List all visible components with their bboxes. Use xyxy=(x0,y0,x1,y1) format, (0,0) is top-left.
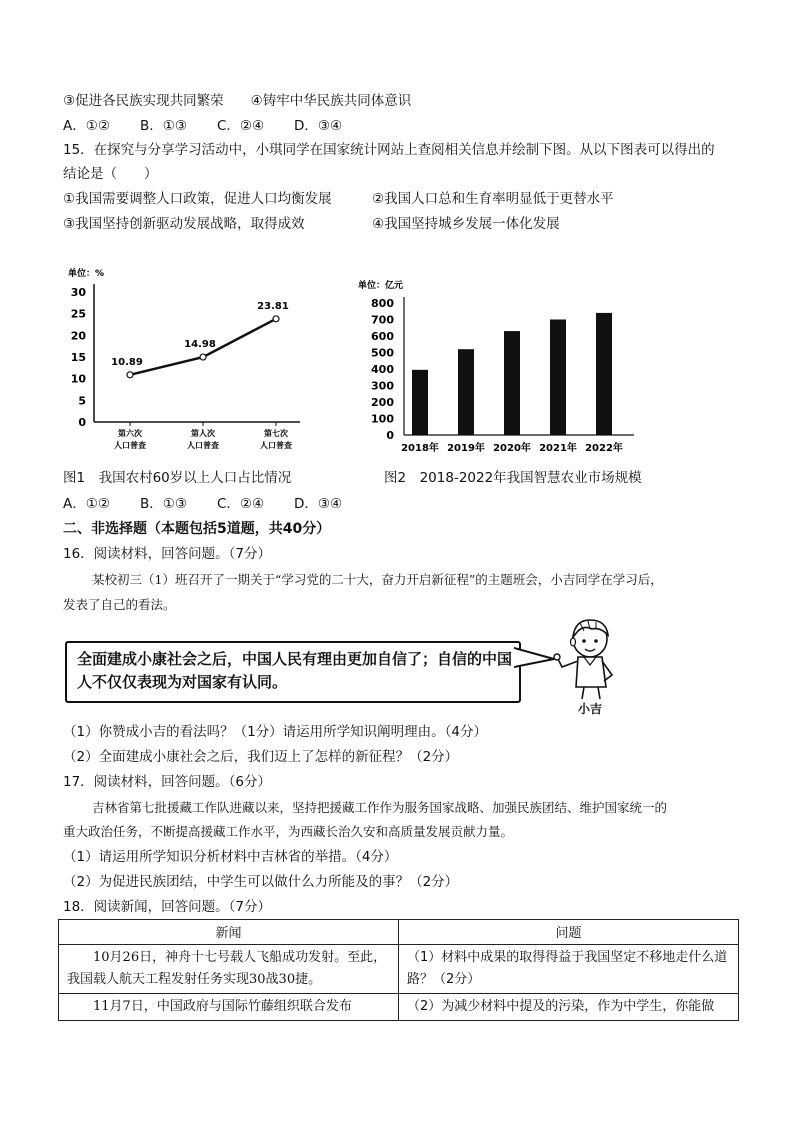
chart2-y-tick-label: 200 xyxy=(371,396,394,409)
q14-option-b: B．①③ xyxy=(140,118,187,134)
chart1-data-label: 10.89 xyxy=(111,356,143,368)
chart1-x-tick-label: 人口普查 xyxy=(260,441,292,450)
chart2-x-tick-label: 2022年 xyxy=(585,443,623,454)
chart1-x-tick-label: 第人次 xyxy=(191,429,215,438)
q15-option-c: C．②④ xyxy=(217,496,265,512)
cartoon-boy-illustration xyxy=(548,615,628,705)
section2-heading: 二、非选择题（本题包括5道题，共40分） xyxy=(63,521,331,537)
chart1-data-label: 14.98 xyxy=(184,339,216,351)
q15-choice-3: ③我国坚持创新驱动发展战略，取得成效 xyxy=(63,216,305,232)
q17-sub2: （2）为促进民族团结，中学生可以做什么力所能及的事？（2分） xyxy=(63,874,459,890)
chart1-data-point xyxy=(273,316,279,322)
chart1-y-tick-label: 5 xyxy=(78,394,86,408)
q16-material-line2: 发表了自己的看法。 xyxy=(63,597,176,612)
chart2-bar xyxy=(458,349,474,435)
q14-option-d: D．③④ xyxy=(294,118,343,134)
chart2-x-tick-label: 2019年 xyxy=(447,443,485,454)
chart2-y-tick-label: 300 xyxy=(371,379,394,393)
chart2-bar xyxy=(596,313,612,435)
q17-stem: 17．阅读材料，回答问题。（6分） xyxy=(63,774,272,790)
table-header-row xyxy=(59,920,739,945)
q14-option-a: A．①② xyxy=(63,118,110,134)
q15-option-d: D．③④ xyxy=(294,496,343,512)
chart1-y-tick-label: 30 xyxy=(70,286,86,299)
table-row xyxy=(59,945,739,994)
chart1-x-tick-label: 第七次 xyxy=(264,429,288,438)
news-question-table xyxy=(58,919,739,1021)
q16-stem: 16．阅读材料，回答问题。（7分） xyxy=(63,546,272,562)
chart1-y-tick-label: 20 xyxy=(70,329,86,343)
chart1-x-tick-label: 第六次 xyxy=(118,429,142,438)
chart2-y-tick-label: 400 xyxy=(371,363,394,376)
chart2-y-tick-label: 500 xyxy=(371,346,394,360)
chart2-x-tick-label: 2021年 xyxy=(539,443,577,454)
chart2-bar xyxy=(550,320,566,436)
q18-stem: 18．阅读新闻，回答问题。（7分） xyxy=(63,899,272,915)
table-cell-news: 11月7日，中国政府与国际竹藤组织联合发布 xyxy=(59,994,399,1021)
q16-sub1: （1）你赞成小吉的看法吗？（1分）请运用所学知识阐明理由。（4分） xyxy=(63,724,488,740)
q15-stem-line1: 15．在探究与分享学习活动中，小琪同学在国家统计网站上查阅相关信息并绘制下图。从以下图表可以得出的 xyxy=(63,142,715,158)
chart1-data-point xyxy=(200,354,206,360)
q15-option-b: B．①③ xyxy=(140,496,187,512)
table-cell-question: （2）为减少材料中提及的污染，作为中学生，你能做 xyxy=(399,994,739,1021)
character-name-label: 小吉 xyxy=(578,702,603,716)
q17-material-line1: 吉林省第七批援藏工作队进藏以来，坚持把援藏工作作为服务国家战略、加强民族团结、维护国家统一的 xyxy=(92,800,668,815)
q14-choices-line: ③促进各民族实现共同繁荣 ④铸牢中华民族共同体意识 xyxy=(63,93,412,109)
chart2-x-tick-label: 2018年 xyxy=(401,443,439,454)
chart1-x-tick-label: 人口普查 xyxy=(187,441,219,450)
chart2-y-tick-label: 800 xyxy=(371,297,394,310)
chart1-unit-label: 单位：% xyxy=(68,269,105,279)
table-cell-question: （1）材料中成果的取得得益于我国坚定不移地走什么道路？（2分） xyxy=(399,945,739,994)
q16-material-line1: 某校初三（1）班召开了一期关于“学习党的二十大，奋力开启新征程”的主题班会，小吉同学在学习后， xyxy=(92,572,663,587)
table-cell-news: 10月26日，神舟十七号载人飞船成功发射。至此，我国载人航天工程发射任务实现30战30捷。 xyxy=(59,945,399,994)
table-header-news: 新闻 xyxy=(59,920,399,945)
chart1-y-tick-label: 15 xyxy=(70,351,86,364)
chart2-unit-label: 单位：亿元 xyxy=(358,281,404,291)
q14-option-c: C．②④ xyxy=(217,118,265,134)
q15-choice-1: ①我国需要调整人口政策，促进人口均衡发展 xyxy=(63,191,332,207)
chart2-y-tick-label: 100 xyxy=(371,412,394,426)
figure1-caption: 图1 我国农村60岁以上人口占比情况 xyxy=(63,470,292,486)
chart1-data-point xyxy=(127,372,133,378)
q15-stem-line2: 结论是（ ） xyxy=(63,166,158,182)
q15-choice-4: ④我国坚持城乡发展一体化发展 xyxy=(372,216,560,232)
chart2-bar xyxy=(412,370,428,435)
chart1-y-tick-label: 10 xyxy=(70,372,86,386)
figure1-line-chart xyxy=(60,262,310,462)
chart2-y-tick-label: 0 xyxy=(386,429,394,442)
figure2-bar-chart xyxy=(352,275,652,460)
q15-choice-2: ②我国人口总和生育率明显低于更替水平 xyxy=(372,191,614,207)
q15-option-a: A．①② xyxy=(63,496,110,512)
q17-sub1: （1）请运用所学知识分析材料中吉林省的举措。（4分） xyxy=(63,849,398,865)
chart2-y-tick-label: 600 xyxy=(371,330,394,343)
q16-sub2: （2）全面建成小康社会之后，我们迈上了怎样的新征程？（2分） xyxy=(63,749,459,765)
chart2-x-tick-label: 2020年 xyxy=(493,443,531,454)
speech-bubble xyxy=(65,641,521,703)
chart1-y-tick-label: 25 xyxy=(70,307,86,321)
figure2-caption: 图2 2018-2022年我国智慧农业市场规模 xyxy=(384,470,642,486)
table-row xyxy=(59,994,739,1021)
chart2-bar xyxy=(504,331,520,435)
chart1-x-tick-label: 人口普查 xyxy=(114,441,146,450)
chart2-y-tick-label: 700 xyxy=(371,313,394,327)
table-header-question: 问题 xyxy=(399,920,739,945)
chart1-y-tick-label: 0 xyxy=(78,416,86,429)
chart1-data-label: 23.81 xyxy=(257,300,289,312)
q17-material-line2: 重大政治任务，不断提高援藏工作水平，为西藏长治久安和高质量发展贡献力量。 xyxy=(63,824,514,839)
speech-bubble-text: 全面建成小康社会之后，中国人民有理由更加自信了；自信的中国人不仅仅表现为对国家有认同。 xyxy=(77,650,513,691)
